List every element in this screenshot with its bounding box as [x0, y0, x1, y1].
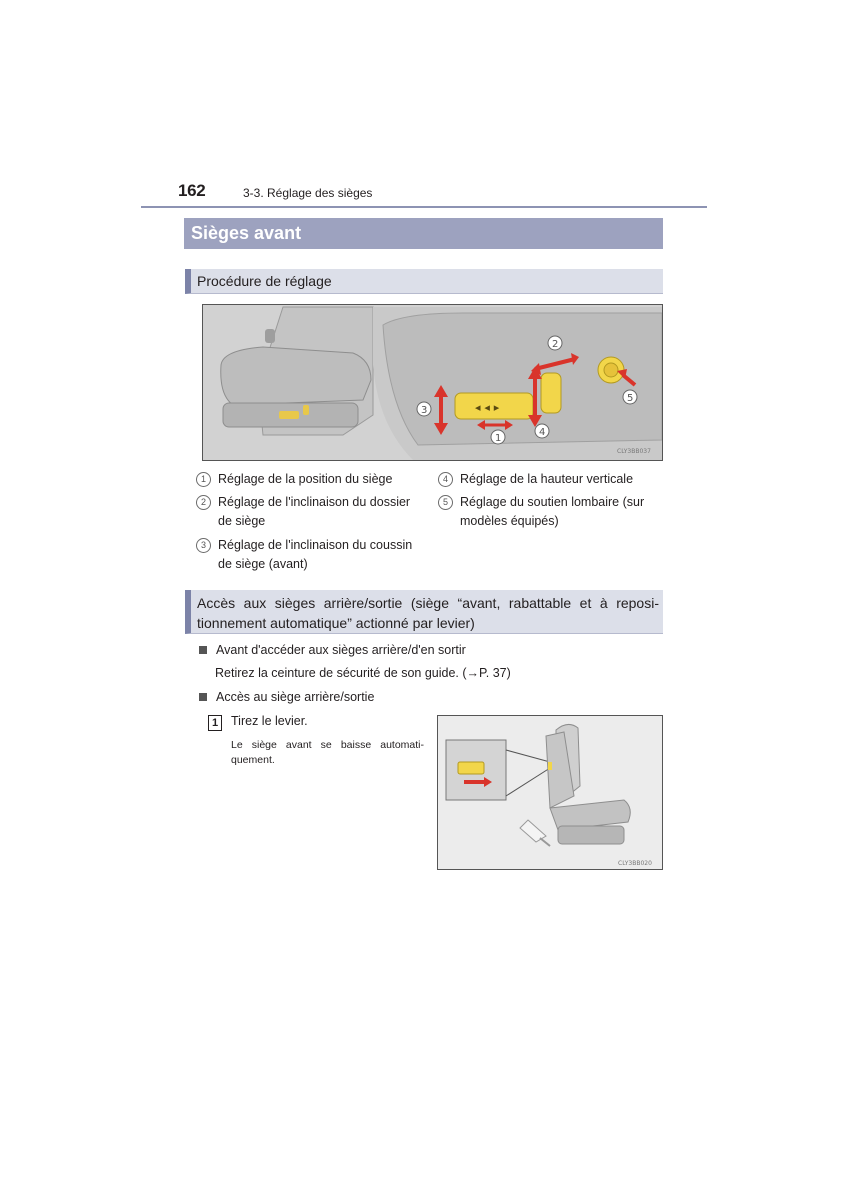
svg-text:◂ ◂ ▸: ◂ ◂ ▸: [475, 401, 500, 414]
legend-label-line1: Réglage de l'inclinaison du coussin: [218, 538, 413, 552]
legend-item-5: [438, 493, 663, 533]
legend-number: 1: [196, 472, 211, 487]
step-detail: Le siège avant se baisse automati-quement.: [231, 739, 424, 766]
legend-item-3: [196, 536, 426, 576]
callout-4: 4: [539, 427, 546, 438]
access-heading: Accès aux sièges arrière/sortie (siège “avant, rabattable et à reposi-tionnement automatique” actionné par levier): [197, 595, 659, 631]
legend-label-line1: Réglage de l'inclinaison du dossier: [218, 495, 411, 509]
header-rule: [141, 206, 707, 208]
before-access-heading: Avant d'accéder aux sièges arrière/d'en sortir: [216, 643, 466, 657]
callout-5: 5: [627, 393, 634, 404]
legend-number: 5: [438, 495, 453, 510]
access-bullet: [199, 690, 649, 708]
procedure-heading: Procédure de réglage: [197, 273, 332, 289]
legend-item-2: [196, 493, 426, 533]
legend-label: Réglage de la position du siège: [218, 472, 393, 486]
lever-figure: [437, 715, 663, 870]
square-bullet-icon: [199, 693, 207, 701]
legend-item-4: [438, 470, 663, 490]
access-subheading: Accès au siège arrière/sortie: [216, 690, 375, 704]
seat-controls-figure: [202, 304, 663, 461]
legend-number: 4: [438, 472, 453, 487]
legend-number: 3: [196, 538, 211, 553]
figure-code: CLY3BB037: [617, 448, 651, 455]
legend-label: Réglage de la hauteur verticale: [460, 472, 634, 486]
callout-2: 2: [552, 339, 559, 350]
before-access-bullet: [199, 643, 649, 661]
legend-number: 2: [196, 495, 211, 510]
page-number: 162: [178, 181, 206, 200]
callout-3: 3: [421, 405, 428, 416]
section-title: Sièges avant: [191, 223, 302, 243]
before-access-text: Retirez la ceinture de sécurité de son guide. (→P. 37): [215, 666, 511, 680]
legend-item-1: [196, 470, 426, 490]
legend-label-line1: Réglage du soutien lombaire (sur: [460, 495, 645, 509]
callout-1: 1: [495, 433, 502, 444]
step-text: Tirez le levier.: [231, 714, 308, 728]
legend-label-line2: modèles équipés): [460, 514, 559, 528]
legend-label-line2: de siège: [218, 514, 266, 528]
legend-label-line2: de siège (avant): [218, 557, 308, 571]
figure-code: CLY3BB020: [618, 860, 652, 867]
step-number: 1: [208, 715, 222, 731]
square-bullet-icon: [199, 646, 207, 654]
chapter-title: 3-3. Réglage des sièges: [243, 186, 373, 200]
